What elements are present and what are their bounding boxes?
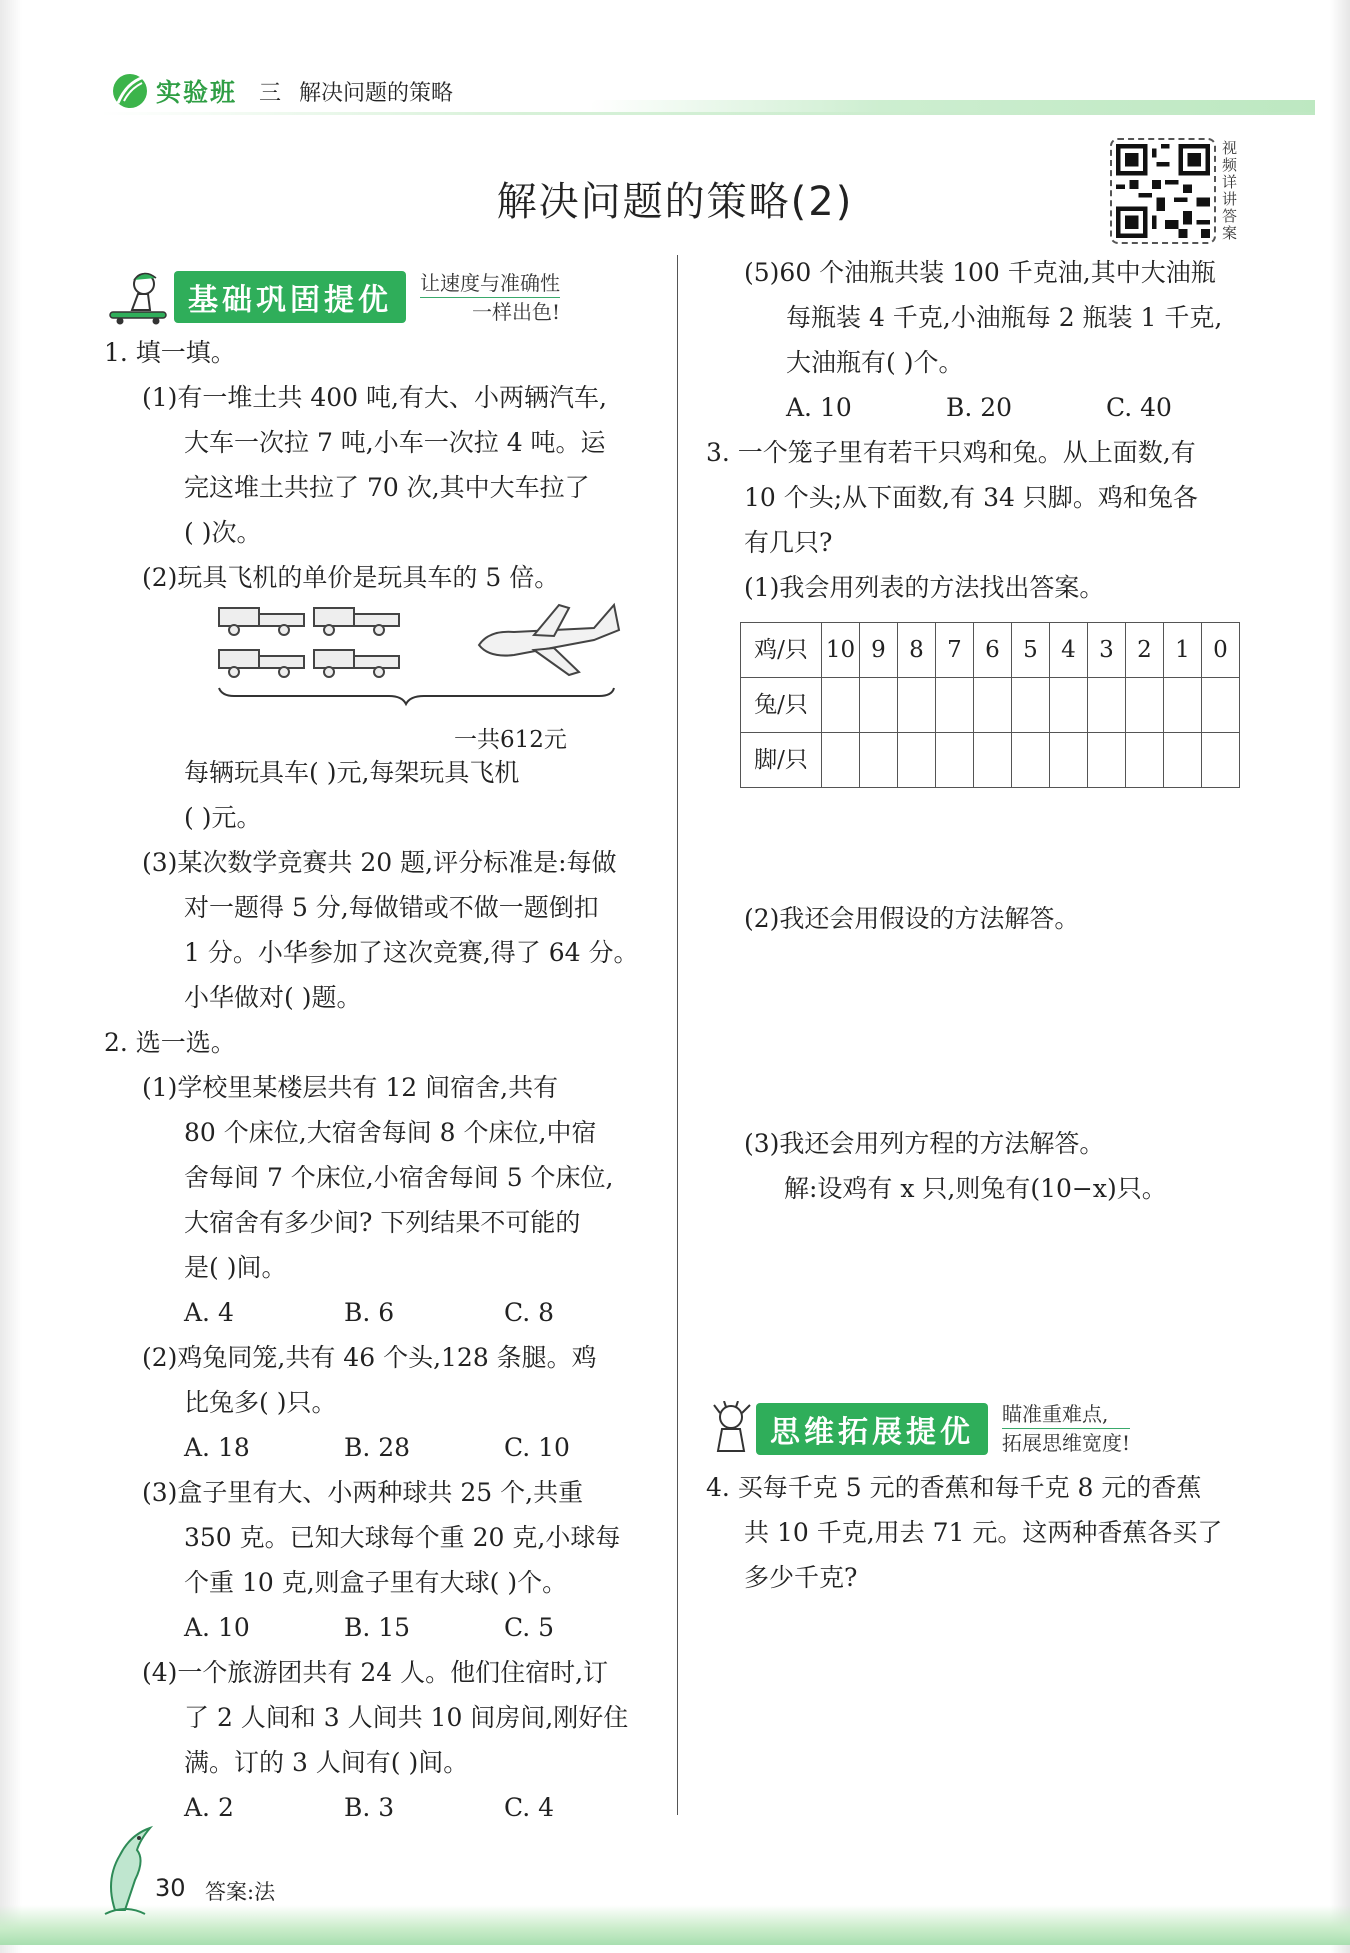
header-rule	[100, 112, 1315, 115]
row-header-feet: 脚/只	[741, 733, 822, 788]
q1-3-blank[interactable]: 小华做对( )题。	[184, 983, 362, 1012]
q2-2-blank[interactable]: 比兔多( )只。	[184, 1388, 337, 1417]
option-b[interactable]: B. 15	[344, 1613, 411, 1642]
q3-3-solution-start: 解:设鸡有 x 只,则兔有(10−x)只。	[784, 1174, 1167, 1203]
table-cell: 5	[1012, 623, 1050, 678]
table-cell: 2	[1126, 623, 1164, 678]
q3-3-prompt: (3)我还会用列方程的方法解答。	[744, 1129, 1105, 1158]
option-c[interactable]: C. 40	[1106, 393, 1172, 422]
table-row	[741, 623, 1240, 678]
q1-1-line: 完这堆土共拉了 70 次,其中大车拉了	[184, 473, 590, 502]
table-cell[interactable]	[898, 678, 936, 733]
table-cell[interactable]	[1202, 733, 1240, 788]
q2-3-blank[interactable]: 个重 10 克,则盒子里有大球( )个。	[184, 1568, 568, 1597]
answer-space[interactable]	[706, 941, 1266, 1121]
left-column	[104, 330, 664, 1830]
q2-3-options	[104, 1605, 664, 1650]
qr-caption: 视频详讲答案	[1222, 139, 1238, 242]
chapter-number: 三	[259, 80, 282, 106]
dolphin-icon	[95, 1820, 155, 1920]
q3-2-prompt: (2)我还会用假设的方法解答。	[744, 904, 1080, 933]
table-cell[interactable]	[860, 678, 898, 733]
table-cell[interactable]	[860, 733, 898, 788]
motto-line-2: 拓展思维宽度!	[1002, 1428, 1130, 1457]
option-c[interactable]: C. 4	[504, 1793, 555, 1822]
motto-line-1: 让速度与准确性	[420, 270, 560, 295]
q1-3-line: 对一题得 5 分,每做错或不做一题倒扣	[184, 893, 599, 922]
chapter-title: 解决问题的策略	[299, 80, 454, 106]
table-cell: 9	[860, 623, 898, 678]
table-cell: 10	[822, 623, 860, 678]
table-cell[interactable]	[1012, 733, 1050, 788]
table-cell: 1	[1164, 623, 1202, 678]
qr-code-icon[interactable]	[1110, 138, 1216, 244]
motto-line-2: 一样出色!	[420, 297, 560, 326]
motto-line-1: 瞄准重难点,	[1002, 1402, 1109, 1426]
chicken-rabbit-table	[740, 622, 1240, 788]
skateboard-kid-icon	[104, 268, 174, 326]
question-3-line: 10 个头;从下面数,有 34 只脚。鸡和兔各	[744, 483, 1198, 512]
q1-1-blank[interactable]: ( )次。	[184, 518, 262, 547]
q2-5-options	[706, 385, 1266, 430]
question-2-heading: 2. 选一选。	[104, 1028, 236, 1057]
option-a[interactable]: A. 2	[184, 1793, 234, 1822]
q2-1-line: 大宿舍有多少间? 下列结果不可能的	[184, 1208, 581, 1237]
option-a[interactable]: A. 18	[184, 1433, 250, 1462]
table-cell[interactable]	[1050, 678, 1088, 733]
table-cell[interactable]	[1202, 678, 1240, 733]
q2-5-line: (5)60 个油瓶共装 100 千克油,其中大油瓶	[744, 258, 1216, 287]
question-4-line: 共 10 千克,用去 71 元。这两种香蕉各买了	[744, 1518, 1223, 1547]
section-motto	[420, 269, 560, 326]
answer-label: 答案:法	[205, 1880, 276, 1904]
option-c[interactable]: C. 5	[504, 1613, 555, 1642]
q2-1-line: (1)学校里某楼层共有 12 间宿舍,共有	[142, 1073, 559, 1102]
option-a[interactable]: A. 10	[184, 1613, 250, 1642]
question-4-line: 多少千克?	[744, 1563, 858, 1592]
row-header-chicken: 鸡/只	[741, 623, 822, 678]
question-4-line: 4. 买每千克 5 元的香蕉和每千克 8 元的香蕉	[706, 1473, 1202, 1502]
q2-5-blank[interactable]: 大油瓶有( )个。	[786, 348, 964, 377]
table-cell[interactable]	[1164, 678, 1202, 733]
q2-4-options	[104, 1785, 664, 1830]
toy-cars-and-plane-icon	[214, 600, 634, 720]
brand-name: 实验班	[156, 78, 238, 107]
table-row	[741, 678, 1240, 733]
q2-4-line: (4)一个旅游团共有 24 人。他们住宿时,订	[142, 1658, 609, 1687]
section-motto	[1002, 1400, 1130, 1457]
table-cell[interactable]	[974, 678, 1012, 733]
right-column	[706, 250, 1266, 1211]
table-cell[interactable]	[1126, 678, 1164, 733]
table-cell: 8	[898, 623, 936, 678]
q2-1-options	[104, 1290, 664, 1335]
section-banner-basic	[104, 268, 560, 326]
table-cell[interactable]	[936, 678, 974, 733]
page-title: 解决问题的策略(2)	[496, 179, 854, 225]
option-a[interactable]: A. 10	[786, 393, 852, 422]
running-header	[110, 68, 453, 114]
q1-2-blank[interactable]: 每辆玩具车( )元,每架玩具飞机	[184, 758, 520, 787]
q2-3-line: (3)盒子里有大、小两种球共 25 个,共重	[142, 1478, 584, 1507]
cartoon-kid-icon	[706, 1401, 756, 1457]
q1-2-blank[interactable]: ( )元。	[184, 803, 262, 832]
table-cell[interactable]	[974, 733, 1012, 788]
q1-1-line: (1)有一堆土共 400 吨,有大、小两辆汽车,	[142, 383, 607, 412]
question-3-line: 3. 一个笼子里有若干只鸡和兔。从上面数,有	[706, 438, 1196, 467]
table-cell[interactable]	[1050, 733, 1088, 788]
option-b[interactable]: B. 6	[344, 1298, 395, 1327]
table-cell[interactable]	[1126, 733, 1164, 788]
q1-3-line: 1 分。小华参加了这次竞赛,得了 64 分。	[184, 938, 639, 967]
option-c[interactable]: C. 8	[504, 1298, 555, 1327]
q3-1-prompt: (1)我会用列表的方法找出答案。	[744, 573, 1105, 602]
table-cell[interactable]	[1088, 678, 1126, 733]
row-header-rabbit: 兔/只	[741, 678, 822, 733]
table-cell[interactable]	[1012, 678, 1050, 733]
section-title: 基础巩固提优	[174, 271, 406, 323]
q2-4-blank[interactable]: 满。订的 3 人间有( )间。	[184, 1748, 469, 1777]
question-1-heading: 1. 填一填。	[104, 338, 236, 367]
table-cell[interactable]	[936, 733, 974, 788]
q2-1-line: 80 个床位,大宿舍每间 8 个床位,中宿	[184, 1118, 597, 1147]
option-b[interactable]: B. 20	[946, 393, 1013, 422]
table-cell[interactable]	[822, 733, 860, 788]
column-divider	[677, 255, 678, 1815]
option-c[interactable]: C. 10	[504, 1433, 570, 1462]
table-cell[interactable]	[1164, 733, 1202, 788]
footer-band	[0, 1905, 1350, 1945]
page-number: 30	[155, 1874, 186, 1902]
table-cell: 4	[1050, 623, 1088, 678]
table-cell: 0	[1202, 623, 1240, 678]
q2-1-blank[interactable]: 是( )间。	[184, 1253, 287, 1282]
leaf-logo-icon	[110, 71, 150, 111]
option-a[interactable]: A. 4	[184, 1298, 234, 1327]
toy-illustration	[214, 600, 664, 753]
q2-2-options	[104, 1425, 664, 1470]
table-cell: 3	[1088, 623, 1126, 678]
q2-4-line: 了 2 人间和 3 人间共 10 间房间,刚好住	[184, 1703, 629, 1732]
q1-1-line: 大车一次拉 7 吨,小车一次拉 4 吨。运	[184, 428, 606, 457]
table-cell[interactable]	[822, 678, 860, 733]
section-title: 思维拓展提优	[756, 1403, 988, 1455]
table-cell: 6	[974, 623, 1012, 678]
table-cell[interactable]	[1088, 733, 1126, 788]
option-b[interactable]: B. 3	[344, 1793, 395, 1822]
q2-3-line: 350 克。已知大球每个重 20 克,小球每	[184, 1523, 621, 1552]
q2-1-line: 舍每间 7 个床位,小宿舍每间 5 个床位,	[184, 1163, 614, 1192]
question-4	[706, 1465, 1266, 1600]
q1-3-line: (3)某次数学竞赛共 20 题,评分标准是:每做	[142, 848, 617, 877]
q2-2-line: (2)鸡兔同笼,共有 46 个头,128 条腿。鸡	[142, 1343, 597, 1372]
table-cell: 7	[936, 623, 974, 678]
option-b[interactable]: B. 28	[344, 1433, 411, 1462]
q2-5-line: 每瓶装 4 千克,小油瓶每 2 瓶装 1 千克,	[786, 303, 1223, 332]
question-3-line: 有几只?	[744, 528, 833, 557]
table-cell[interactable]	[898, 733, 936, 788]
section-banner-extension	[706, 1400, 1130, 1457]
table-row	[741, 733, 1240, 788]
q1-2-line: (2)玩具飞机的单价是玩具车的 5 倍。	[142, 563, 560, 592]
total-price-label: 一共612元	[454, 727, 567, 753]
